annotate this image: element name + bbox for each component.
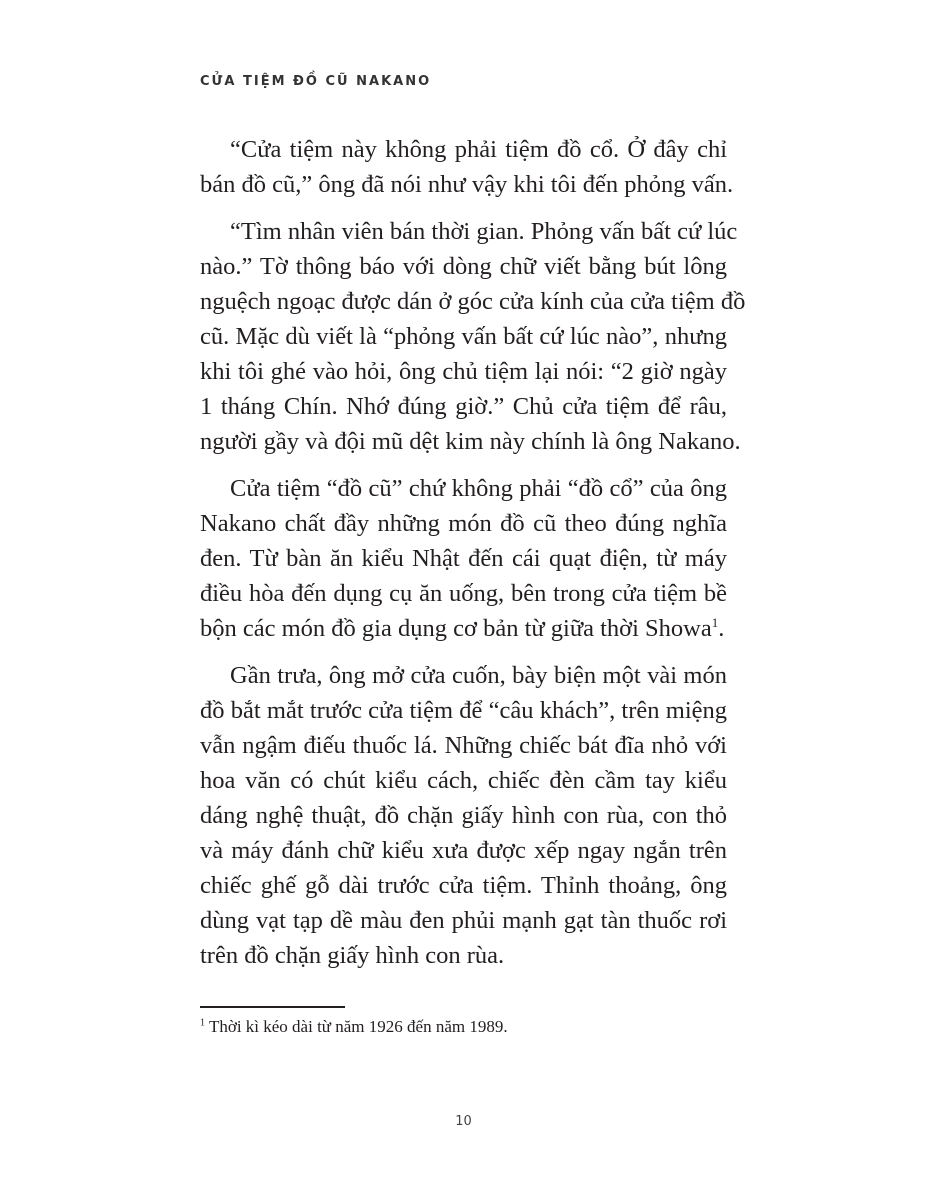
text-line [200,693,727,728]
line-text: đen. Từ bàn ăn kiểu Nhật đến cái quạt điện, từ máy [200,545,727,572]
line-text: “Tìm nhân viên bán thời gian. Phỏng vấn bất cứ lúc [230,218,738,245]
line-text: nguệch ngoạc được dán ở góc cửa kính của cửa tiệm đồ [200,288,746,315]
footnote-text: Thời kì kéo dài từ năm 1926 đến năm 1989. [205,1017,508,1036]
text-line [200,541,727,576]
text-line [200,319,727,354]
paragraph [200,214,746,459]
paragraph [200,658,727,973]
line-text: Cửa tiệm “đồ cũ” chứ không phải “đồ cổ” của ông [230,475,727,502]
line-text: khi tôi ghé vào hỏi, ông chủ tiệm lại nói: “2 giờ ngày [200,358,727,385]
text-line [200,658,727,693]
footnote-divider [200,1006,345,1008]
text-line [200,903,727,938]
text-line [200,389,727,424]
text-line [200,471,727,506]
text-line [200,354,727,389]
line-text: trên đồ chặn giấy hình con rùa. [200,942,505,969]
line-text: dùng vạt tạp dề màu đen phủi mạnh gạt tàn thuốc rơi [200,907,727,934]
line-text: đồ bắt mắt trước cửa tiệm để “câu khách”, trên miệng [200,697,727,724]
text-line [200,576,727,611]
text-line [200,798,727,833]
text-line [200,167,734,202]
line-text: Nakano chất đầy những món đồ cũ theo đúng nghĩa [200,510,727,537]
footnote-marker: 1 [200,1017,205,1029]
text-line [200,728,727,763]
text-line: bộn các món đồ gia dụng cơ bản từ giữa thời Showa$^1$. [200,614,725,642]
text-line [200,833,727,868]
line-text: dáng nghệ thuật, đồ chặn giấy hình con rùa, con thỏ [200,802,727,829]
text-line [200,938,727,973]
line-text: chiếc ghế gỗ dài trước cửa tiệm. Thỉnh thoảng, ông [200,872,727,899]
line-text: vẫn ngậm điếu thuốc lá. Những chiếc bát đĩa nhỏ với [200,732,727,759]
text-line [200,763,727,798]
text-line [200,424,741,459]
line-text: và máy đánh chữ kiểu xưa được xếp ngay ngắn trên [200,837,727,864]
footnote-reference: 1 [711,614,719,630]
body-text [200,132,746,973]
text-line [200,132,727,167]
line-text: người gầy và đội mũ dệt kim này chính là ông Nakano. [200,428,741,455]
text-line [200,214,738,249]
running-header: CỬA TIỆM ĐỒ CŨ NAKANO [200,74,432,89]
line-text: bán đồ cũ,” ông đã nói như vậy khi tôi đến phỏng vấn. [200,171,734,198]
paragraph [200,471,727,646]
text-line [200,868,727,903]
text-line [200,284,746,319]
line-text: “Cửa tiệm này không phải tiệm đồ cổ. Ở đây chỉ [230,136,727,163]
text-line [200,506,727,541]
text-line [200,249,727,284]
page-number: 10 [455,1114,472,1129]
line-text: điều hòa đến dụng cụ ăn uống, bên trong cửa tiệm bề [200,580,727,607]
line-text: 1 tháng Chín. Nhớ đúng giờ.” Chủ cửa tiệm để râu, [200,393,727,420]
footnote [200,1016,508,1038]
line-text: nào.” Tờ thông báo với dòng chữ viết bằng bút lông [200,253,727,280]
line-text: hoa văn có chút kiểu cách, chiếc đèn cầm tay kiểu [200,767,727,794]
line-text: Gần trưa, ông mở cửa cuốn, bày biện một vài món [230,662,727,689]
line-text: bộn các món đồ gia dụng cơ bản từ giữa thời Showa [200,615,712,642]
paragraph [200,132,734,202]
line-text: cũ. Mặc dù viết là “phỏng vấn bất cứ lúc nào”, nhưng [200,323,727,350]
